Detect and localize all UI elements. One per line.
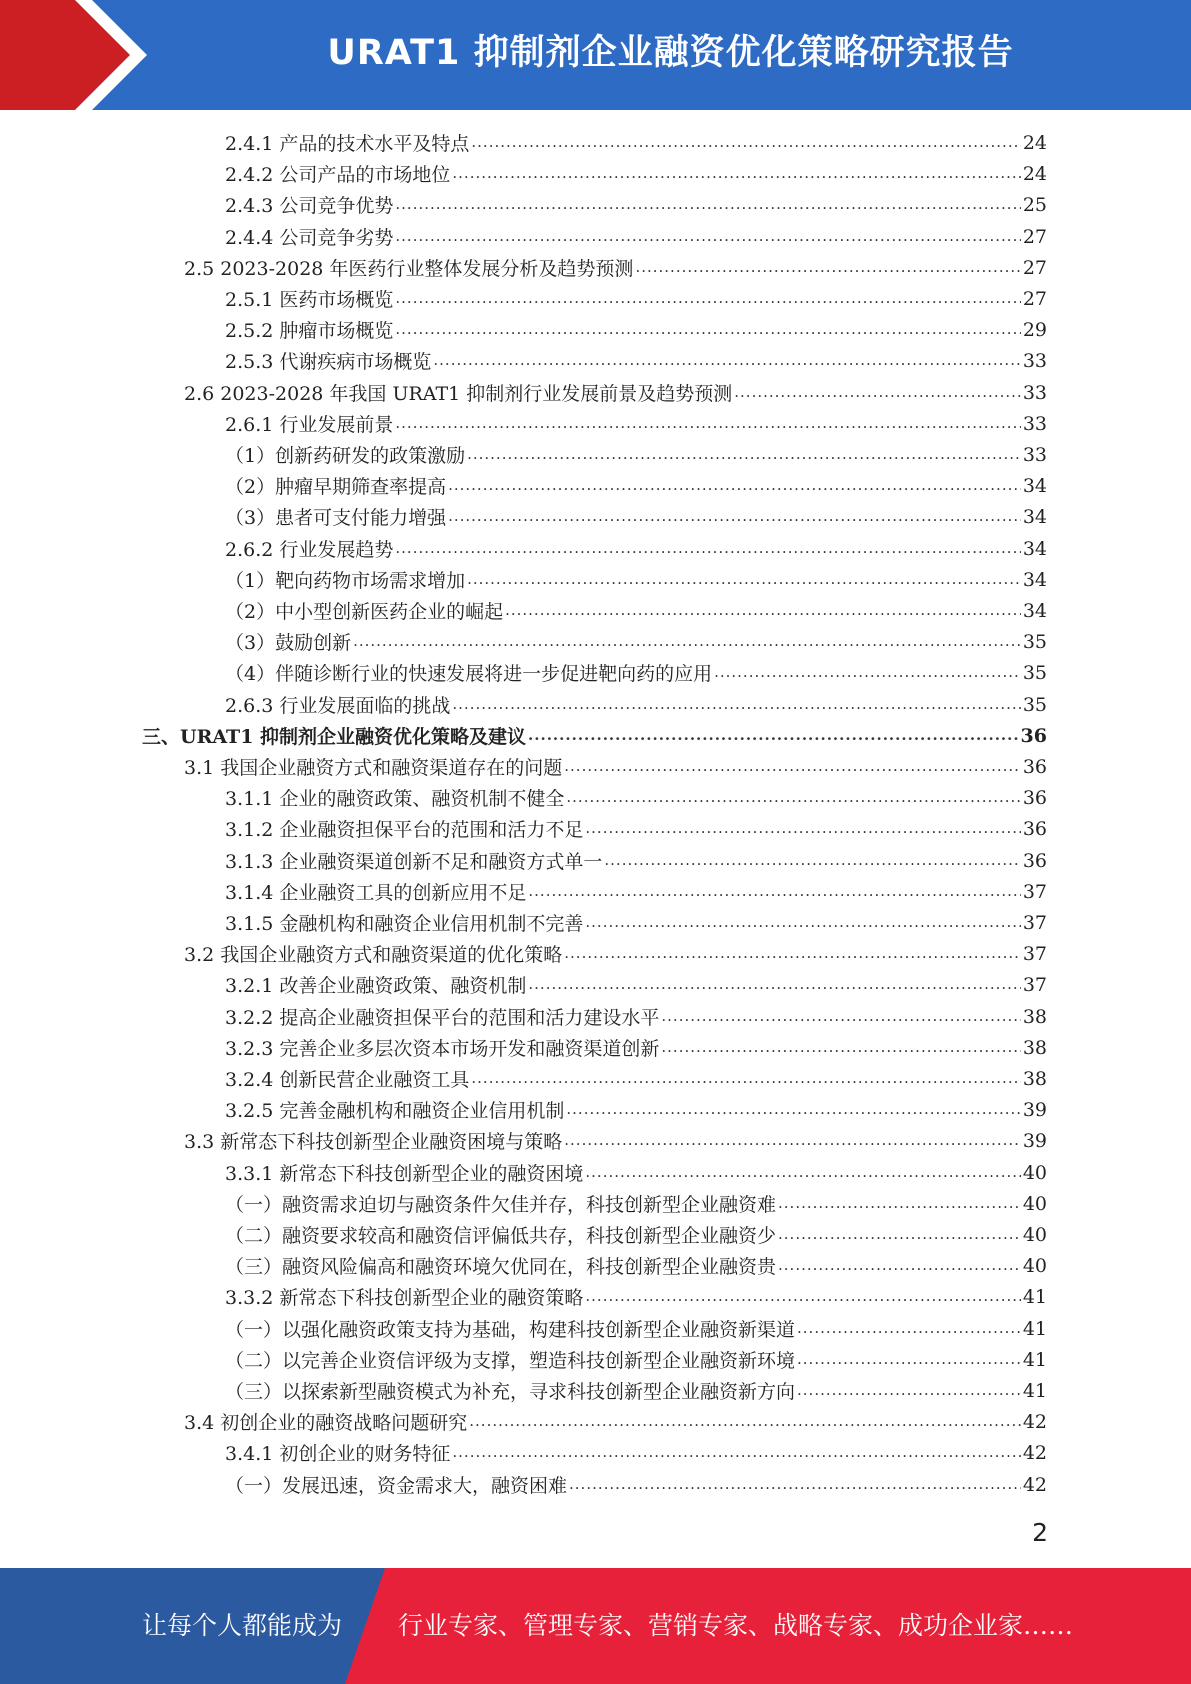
- toc-entry-page: 27: [1022, 256, 1047, 279]
- toc-dot-leader: [635, 258, 1020, 277]
- toc-dot-leader: [528, 882, 1020, 901]
- toc-dot-leader: [661, 1007, 1020, 1026]
- toc-dot-leader: [569, 1475, 1021, 1494]
- toc-entry[interactable]: [225, 470, 1047, 501]
- toc-entry[interactable]: [225, 1437, 1047, 1468]
- toc-entry[interactable]: [225, 626, 1047, 657]
- toc-entry-label: 2.6 2023-2028 年我国 URAT1 抑制剂行业发展前景及趋势预测: [184, 383, 733, 405]
- toc-dot-leader: [564, 944, 1021, 963]
- page-number: 2: [1032, 1518, 1048, 1547]
- header-chevron-graphic: [0, 0, 160, 110]
- toc-entry-page: 42: [1022, 1441, 1047, 1464]
- toc-entry-page: 37: [1022, 880, 1047, 903]
- toc-entry[interactable]: [225, 1469, 1047, 1500]
- toc-entry-page: 38: [1022, 1067, 1047, 1090]
- toc-entry[interactable]: [225, 1313, 1047, 1344]
- toc-dot-leader: [778, 1194, 1021, 1213]
- toc-entry-label: 3.1.4 企业融资工具的创新应用不足: [225, 882, 527, 904]
- toc-dot-leader: [467, 570, 1021, 589]
- toc-dot-leader: [467, 445, 1021, 464]
- toc-dot-leader: [433, 351, 1020, 370]
- toc-dot-leader: [797, 1319, 1021, 1338]
- toc-entry-page: 33: [1022, 412, 1047, 435]
- toc-entry-label: 3.1.2 企业融资担保平台的范围和活力不足: [225, 819, 584, 841]
- toc-entry-page: 25: [1022, 193, 1047, 216]
- toc-entry-label: 3.2.4 创新民营企业融资工具: [225, 1069, 470, 1091]
- toc-dot-leader: [452, 1443, 1020, 1462]
- toc-entry[interactable]: [225, 1063, 1047, 1094]
- toc-entry[interactable]: [225, 782, 1047, 813]
- toc-entry-page: 34: [1022, 599, 1047, 622]
- toc-entry[interactable]: [225, 1250, 1047, 1281]
- toc-dot-leader: [797, 1381, 1021, 1400]
- toc-entry[interactable]: [225, 189, 1047, 220]
- toc-entry-label: 3.1 我国企业融资方式和融资渠道存在的问题: [184, 757, 563, 779]
- toc-entry-label: 3.1.1 企业的融资政策、融资机制不健全: [225, 788, 565, 810]
- toc-entry-page: 41: [1022, 1317, 1047, 1340]
- toc-dot-leader: [395, 227, 1020, 246]
- toc-dot-leader: [469, 1412, 1021, 1431]
- toc-entry-page: 40: [1022, 1192, 1047, 1215]
- toc-entry[interactable]: [225, 1375, 1047, 1406]
- toc-entry-label: 3.1.3 企业融资渠道创新不足和融资方式单一: [225, 851, 603, 873]
- footer-slogan-right: 行业专家、管理专家、营销专家、战略专家、成功企业家……: [398, 1611, 1074, 1640]
- toc-dot-leader: [395, 320, 1020, 339]
- toc-dot-leader: [505, 601, 1021, 620]
- toc-dot-leader: [604, 851, 1020, 870]
- toc-entry-page: 27: [1022, 287, 1047, 310]
- report-title: URAT1 抑制剂企业融资优化策略研究报告: [327, 33, 1014, 73]
- toc-dot-leader: [585, 1163, 1020, 1182]
- toc-entry-page: 33: [1022, 381, 1047, 404]
- toc-entry-label: 2.5.3 代谢疾病市场概览: [225, 351, 432, 373]
- toc-entry[interactable]: [225, 221, 1047, 252]
- toc-entry-page: 24: [1022, 131, 1047, 154]
- toc-entry-page: 36: [1022, 849, 1047, 872]
- toc-entry[interactable]: [225, 813, 1047, 844]
- toc-entry-label: 2.5.1 医药市场概览: [225, 289, 394, 311]
- toc-dot-leader: [661, 1038, 1020, 1057]
- toc-entry-label: 3.1.5 金融机构和融资企业信用机制不完善: [225, 913, 584, 935]
- toc-dot-leader: [585, 1287, 1020, 1306]
- toc-entry-label: 2.6.3 行业发展面临的挑战: [225, 695, 451, 717]
- toc-entry-page: 35: [1022, 661, 1047, 684]
- toc-entry-page: 36: [1022, 786, 1047, 809]
- toc-entry-page: 38: [1022, 1005, 1047, 1028]
- toc-entry-label: （3）患者可支付能力增强: [225, 507, 447, 529]
- toc-entry-page: 34: [1022, 474, 1047, 497]
- toc-entry[interactable]: [225, 533, 1047, 564]
- toc-entry[interactable]: [225, 1157, 1047, 1188]
- toc-entry-label: 2.5 2023-2028 年医药行业整体发展分析及趋势预测: [184, 258, 634, 280]
- toc-entry[interactable]: [142, 720, 1047, 751]
- toc-entry-page: 34: [1022, 537, 1047, 560]
- toc-dot-leader: [452, 695, 1020, 714]
- toc-entry[interactable]: [225, 969, 1047, 1000]
- toc-dot-leader: [448, 507, 1021, 526]
- toc-entry-label: 3.2.3 完善企业多层次资本市场开发和融资渠道创新: [225, 1038, 660, 1060]
- toc-entry-page: 41: [1022, 1285, 1047, 1308]
- toc-entry-page: 38: [1022, 1036, 1047, 1059]
- toc-entry[interactable]: [184, 1406, 1047, 1437]
- toc-dot-leader: [585, 913, 1020, 932]
- toc-dot-leader: [778, 1256, 1021, 1275]
- toc-dot-leader: [395, 539, 1020, 558]
- toc-entry[interactable]: [225, 345, 1047, 376]
- toc-entry-page: 36: [1022, 755, 1047, 778]
- toc-dot-leader: [395, 195, 1020, 214]
- toc-entry-label: 2.4.2 公司产品的市场地位: [225, 164, 451, 186]
- toc-entry-page: 40: [1022, 1223, 1047, 1246]
- toc-entry[interactable]: [225, 564, 1047, 595]
- toc-entry[interactable]: [225, 1001, 1047, 1032]
- toc-entry-label: 2.4.3 公司竞争优势: [225, 195, 394, 217]
- toc-entry[interactable]: [225, 845, 1047, 876]
- toc-dot-leader: [528, 975, 1020, 994]
- toc-entry-page: 34: [1022, 505, 1047, 528]
- page-header: [0, 0, 1191, 110]
- toc-dot-leader: [528, 726, 1019, 745]
- toc-entry[interactable]: [225, 1094, 1047, 1125]
- toc-dot-leader: [734, 383, 1021, 402]
- toc-entry-page: 24: [1022, 162, 1047, 185]
- toc-entry-label: （三）融资风险偏高和融资环境欠优同在，科技创新型企业融资贵: [225, 1256, 777, 1278]
- toc-entry-page: 42: [1022, 1410, 1047, 1433]
- toc-entry[interactable]: [184, 751, 1047, 782]
- toc-entry[interactable]: [225, 127, 1047, 158]
- toc-entry-label: （一）以强化融资政策支持为基础，构建科技创新型企业融资新渠道: [225, 1319, 796, 1341]
- toc-dot-leader: [448, 476, 1021, 495]
- toc-dot-leader: [778, 1225, 1021, 1244]
- toc-entry-page: 34: [1022, 568, 1047, 591]
- toc-dot-leader: [471, 133, 1020, 152]
- toc-entry-label: （2）中小型创新医药企业的崛起: [225, 601, 504, 623]
- toc-entry[interactable]: [225, 1344, 1047, 1375]
- toc-entry-label: （1）创新药研发的政策激励: [225, 445, 466, 467]
- toc-entry[interactable]: [184, 377, 1047, 408]
- toc-dot-leader: [566, 788, 1020, 807]
- toc-entry-page: 39: [1022, 1129, 1047, 1152]
- toc-entry[interactable]: [184, 252, 1047, 283]
- toc-entry-label: 2.6.2 行业发展趋势: [225, 539, 394, 561]
- toc-entry[interactable]: [225, 1219, 1047, 1250]
- toc-entry[interactable]: [225, 907, 1047, 938]
- toc-entry-label: 3.3 新常态下科技创新型企业融资困境与策略: [184, 1131, 563, 1153]
- toc-entry-label: 3.2.1 改善企业融资政策、融资机制: [225, 975, 527, 997]
- toc-entry[interactable]: [225, 1281, 1047, 1312]
- toc-entry-label: 3.4.1 初创企业的财务特征: [225, 1443, 451, 1465]
- toc-entry-label: 2.6.1 行业发展前景: [225, 414, 394, 436]
- toc-entry-page: 36: [1022, 817, 1047, 840]
- toc-entry[interactable]: [225, 657, 1047, 688]
- toc-entry-label: （一）融资需求迫切与融资条件欠佳并存，科技创新型企业融资难: [225, 1194, 777, 1216]
- toc-entry[interactable]: [225, 1032, 1047, 1063]
- toc-entry-page: 37: [1022, 942, 1047, 965]
- toc-entry[interactable]: [225, 314, 1047, 345]
- toc-entry[interactable]: [225, 283, 1047, 314]
- toc-entry-label: （二）以完善企业资信评级为支撑，塑造科技创新型企业融资新环境: [225, 1350, 796, 1372]
- toc-entry-page: 41: [1022, 1379, 1047, 1402]
- toc-entry-label: 3.2 我国企业融资方式和融资渠道的优化策略: [184, 944, 563, 966]
- toc-dot-leader: [395, 289, 1020, 308]
- toc-entry-label: （3）鼓励创新: [225, 632, 352, 654]
- toc-dot-leader: [585, 819, 1020, 838]
- toc-entry-page: 40: [1022, 1254, 1047, 1277]
- toc-entry-page: 29: [1022, 318, 1047, 341]
- toc-entry-page: 36: [1020, 724, 1047, 747]
- toc-entry-label: （二）融资要求较高和融资信评偏低共存，科技创新型企业融资少: [225, 1225, 777, 1247]
- toc-dot-leader: [714, 663, 1021, 682]
- toc-dot-leader: [564, 1131, 1021, 1150]
- toc-dot-leader: [452, 164, 1020, 183]
- toc-entry-page: 40: [1022, 1161, 1047, 1184]
- toc-entry-page: 33: [1022, 443, 1047, 466]
- footer-slogan-left: 让每个人都能成为: [142, 1611, 343, 1640]
- toc-dot-leader: [566, 1100, 1020, 1119]
- toc-entry[interactable]: [225, 876, 1047, 907]
- toc-entry[interactable]: [184, 938, 1047, 969]
- toc-dot-leader: [395, 414, 1020, 433]
- toc-entry-page: 27: [1022, 225, 1047, 248]
- chevron-red-shape: [0, 0, 130, 110]
- toc-entry[interactable]: [225, 1188, 1047, 1219]
- toc-entry-page: 37: [1022, 973, 1047, 996]
- page-footer: [0, 1568, 1191, 1684]
- toc-entry-label: 3.2.2 提高企业融资担保平台的范围和活力建设水平: [225, 1007, 660, 1029]
- toc-entry-label: （4）伴随诊断行业的快速发展将进一步促进靶向药的应用: [225, 663, 713, 685]
- toc-entry-label: 2.5.2 肿瘤市场概览: [225, 320, 394, 342]
- toc-entry-label: 3.3.2 新常态下科技创新型企业的融资策略: [225, 1287, 584, 1309]
- toc-entry[interactable]: [225, 595, 1047, 626]
- toc-entry[interactable]: [184, 1125, 1047, 1156]
- toc-entry-label: （三）以探索新型融资模式为补充，寻求科技创新型企业融资新方向: [225, 1381, 796, 1403]
- toc-dot-leader: [353, 632, 1021, 651]
- toc-entry-page: 37: [1022, 911, 1047, 934]
- toc-entry-page: 35: [1022, 630, 1047, 653]
- toc-entry[interactable]: [225, 408, 1047, 439]
- toc-entry-label: 2.4.4 公司竞争劣势: [225, 227, 394, 249]
- toc-entry[interactable]: [225, 158, 1047, 189]
- toc-entry-page: 35: [1022, 693, 1047, 716]
- toc-entry-label: 3.3.1 新常态下科技创新型企业的融资困境: [225, 1163, 584, 1185]
- toc-entry-label: （一）发展迅速，资金需求大，融资困难: [225, 1475, 568, 1497]
- toc-entry[interactable]: [225, 689, 1047, 720]
- toc-entry-page: 42: [1022, 1473, 1047, 1496]
- toc-entry-label: （2）肿瘤早期筛查率提高: [225, 476, 447, 498]
- toc-entry[interactable]: [225, 439, 1047, 470]
- toc-entry-page: 33: [1022, 349, 1047, 372]
- toc-entry[interactable]: [225, 501, 1047, 532]
- toc-entry-label: 3.2.5 完善金融机构和融资企业信用机制: [225, 1100, 565, 1122]
- toc-dot-leader: [797, 1350, 1021, 1369]
- toc-entry-page: 39: [1022, 1098, 1047, 1121]
- toc-dot-leader: [471, 1069, 1020, 1088]
- toc-entry-page: 41: [1022, 1348, 1047, 1371]
- toc-entry-label: 3.4 初创企业的融资战略问题研究: [184, 1412, 468, 1434]
- toc-entry-label: （1）靶向药物市场需求增加: [225, 570, 466, 592]
- toc-entry-label: 2.4.1 产品的技术水平及特点: [225, 133, 470, 155]
- toc-entry-label: 三、URAT1 抑制剂企业融资优化策略及建议: [142, 726, 527, 748]
- toc-dot-leader: [564, 757, 1021, 776]
